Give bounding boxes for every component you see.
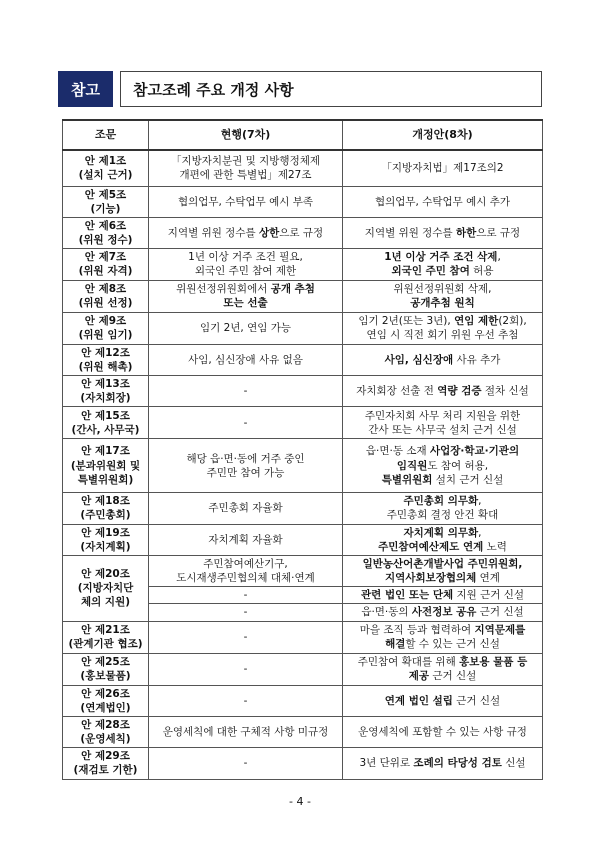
text-segment: 자치회장 선출 전 (356, 384, 438, 397)
bold-text: 지역사회보장협의체 (385, 572, 477, 585)
cell-line (152, 264, 339, 278)
article-line: 안 제8조 (84, 282, 127, 295)
bold-text: 임직원 (396, 459, 428, 472)
cell-line (152, 557, 339, 571)
table-header-row (63, 120, 543, 150)
text-segment: 근거 신설 (476, 606, 524, 619)
cell-line (346, 384, 539, 398)
cell-line (152, 384, 339, 398)
proposed-cell (343, 249, 543, 280)
text-segment: 「지방자치법」제17조의2 (381, 162, 504, 175)
text-segment: - (243, 589, 248, 602)
article-line: (주민총회) (80, 509, 131, 522)
text-segment: - (243, 757, 248, 770)
text-segment: 위원선정위원회 삭제, (393, 282, 492, 295)
current-cell (149, 150, 343, 186)
text-segment: 허용 (469, 265, 494, 278)
text-segment: - (243, 694, 248, 707)
bold-text: 특별위원회 (381, 473, 433, 486)
bold-text: 연임 제한 (454, 314, 499, 327)
current-cell (149, 621, 343, 653)
text-segment: 임기 2년(또는 3년), (358, 314, 455, 327)
article-line: 안 제17조 (81, 445, 130, 458)
cell-line (346, 557, 539, 571)
article-line: (지방자치단 (77, 582, 134, 595)
text-segment: 으로 규정 (279, 226, 324, 239)
cell-line (346, 282, 539, 296)
cell-line (346, 314, 539, 328)
proposed-cell (343, 407, 543, 439)
bold-text: 관련 법인 또는 단체 (361, 589, 454, 602)
section-title: 참고조례 주요 개정 사항 (120, 71, 542, 107)
article-line: 안 제26조 (81, 687, 130, 700)
bold-text: 1년 이상 거주 조건 삭제 (384, 251, 498, 264)
article-cell (63, 186, 149, 217)
text-segment: - (243, 631, 248, 643)
text-segment: 협의업무, 수탁업무 예시 추가 (374, 195, 511, 208)
cell-line (152, 533, 339, 547)
proposed-cell (343, 685, 543, 716)
table-body (63, 150, 543, 779)
table-row (63, 555, 543, 586)
text-segment: 주민참여 확대를 위해 (357, 655, 460, 668)
bold-text: 사임, 심신장애 (384, 353, 454, 366)
text-segment: 외국인 주민 참여 제한 (194, 265, 297, 278)
cell-line (346, 494, 539, 508)
text-segment: 간사 또는 사무국 설치 근거 신설 (368, 423, 517, 436)
cell-line (152, 501, 339, 515)
text-segment: 할 수 있는 근거 신설 (405, 638, 500, 651)
article-line: 안 제29조 (81, 750, 130, 763)
bold-text: 사전정보 공유 (411, 606, 477, 619)
article-cell (63, 150, 149, 186)
text-segment: 3년 단위로 (359, 757, 414, 770)
text-segment: 지역별 위원 정수를 (167, 226, 259, 239)
cell-line (346, 637, 539, 651)
text-segment: (2회), (498, 314, 527, 327)
bold-text: 상한 (258, 226, 280, 239)
table-row (63, 439, 543, 493)
article-cell (63, 555, 149, 621)
article-line: (관계기관 협조) (68, 638, 143, 651)
article-line: 안 제28조 (81, 718, 130, 731)
cell-line (346, 669, 539, 683)
cell-line (152, 725, 339, 739)
proposed-cell (343, 439, 543, 493)
table-row (63, 716, 543, 747)
bold-text: 공개추첨 원칙 (410, 297, 475, 310)
text-segment: 연임 시 직전 회기 위원 우선 추첨 (366, 329, 519, 342)
article-line: 안 제5조 (84, 188, 127, 201)
cell-line (152, 694, 339, 708)
current-cell (149, 375, 343, 406)
cell-line (152, 571, 339, 585)
bold-text: 주민참여예산제도 연계 (378, 540, 484, 553)
proposed-cell (343, 493, 543, 524)
proposed-cell (343, 150, 543, 186)
article-line: 안 제15조 (81, 409, 130, 422)
text-segment: 주민참여예산기구, (203, 557, 288, 570)
cell-line (346, 655, 539, 669)
text-segment: 읍·면·동 소재 (365, 445, 430, 458)
proposed-cell (343, 653, 543, 685)
article-line: (간사, 사무국) (71, 423, 140, 436)
table-row (63, 493, 543, 524)
article-cell (63, 249, 149, 280)
table-row (63, 748, 543, 779)
text-segment: 주민총회 결정 안건 확대 (386, 509, 499, 522)
bold-text: 조례의 타당성 검토 (413, 757, 502, 770)
article-cell (63, 685, 149, 716)
table-row (63, 524, 543, 555)
proposed-cell (343, 217, 543, 248)
article-line: (설치 근거) (78, 169, 133, 182)
cell-line (152, 756, 339, 770)
article-cell (63, 716, 149, 747)
bold-text: 홍보용 물품 등 (459, 655, 528, 668)
article-line: 안 제21조 (81, 623, 130, 636)
article-line: (재검토 기한) (73, 764, 138, 777)
article-cell (63, 217, 149, 248)
text-segment: 노력 (483, 540, 507, 553)
cell-line (346, 353, 539, 367)
article-cell (63, 524, 149, 555)
text-segment: 위원선정위원회에서 (176, 282, 271, 295)
bold-text: 사업장·학교·기관의 (429, 445, 520, 458)
table-row (63, 653, 543, 685)
current-cell (149, 280, 343, 312)
text-segment: - (243, 663, 248, 675)
text-segment: 도시재생주민협의체 대체·연계 (176, 572, 315, 585)
text-segment: 마을 조직 등과 협력하여 (359, 623, 475, 636)
table-row (63, 186, 543, 217)
cell-line (152, 168, 339, 182)
article-line: 안 제12조 (81, 346, 130, 359)
table-row (63, 375, 543, 406)
section-header (58, 71, 542, 107)
text-segment: - (243, 384, 248, 397)
bold-text: 자치계획 의무화 (403, 526, 479, 539)
article-cell (63, 407, 149, 439)
current-cell (149, 524, 343, 555)
bold-text: 일반농산어촌개발사업 주민위원회, (362, 557, 523, 570)
text-segment: 사유 추가 (453, 353, 501, 366)
table-row (63, 312, 543, 344)
text-segment: 지원 근거 신설 (453, 589, 524, 602)
cell-line (152, 466, 339, 480)
text-segment: 운영세칙에 포함할 수 있는 사항 규정 (358, 726, 527, 739)
article-line: 안 제19조 (81, 526, 130, 539)
article-cell (63, 493, 149, 524)
table-row (63, 344, 543, 375)
article-line: (위원 임기) (78, 329, 133, 342)
proposed-cell (343, 604, 543, 621)
cell-line (346, 409, 539, 423)
article-line: (자치계획) (80, 540, 131, 553)
text-segment: 지역별 위원 정수를 (364, 226, 456, 239)
bold-text: 지역문제를 (474, 623, 526, 636)
proposed-cell (343, 555, 543, 586)
text-segment: - (243, 416, 248, 429)
amendment-table (62, 119, 543, 780)
bold-text: 연계 법인 설립 (384, 694, 453, 707)
cell-line (346, 526, 539, 540)
cell-line (346, 161, 539, 175)
text-segment: 근거 신설 (452, 694, 501, 707)
article-cell (63, 312, 149, 344)
current-cell (149, 217, 343, 248)
text-segment: 절차 신설 (481, 384, 529, 397)
text-segment: 으로 규정 (476, 226, 521, 239)
article-line: (홍보물품) (80, 670, 131, 683)
article-line: (위원 자격) (78, 265, 133, 278)
cell-line (152, 630, 339, 644)
table-row (63, 249, 543, 280)
article-line: (기능) (90, 202, 121, 215)
text-segment: 임기 2년, 연임 가능 (199, 321, 292, 334)
article-line: 안 제1조 (84, 155, 127, 168)
cell-line (346, 588, 539, 602)
cell-line (346, 423, 539, 437)
page-number: - 4 - (289, 795, 311, 808)
cell-line (152, 250, 339, 264)
article-line: 안 제18조 (81, 495, 130, 508)
proposed-cell (343, 524, 543, 555)
text-segment: 1년 이상 거주 조건 필요, (188, 251, 303, 264)
text-segment: 연계 (476, 572, 500, 585)
article-line: 안 제9조 (84, 314, 127, 327)
text-segment: 설치 근거 신설 (432, 473, 504, 486)
cell-line (346, 195, 539, 209)
current-cell (149, 407, 343, 439)
cell-line (152, 588, 339, 602)
current-cell (149, 439, 343, 493)
text-segment: 도 참여 허용, (427, 459, 489, 472)
cell-line (346, 250, 539, 264)
table-row (63, 280, 543, 312)
text-segment: 운영세칙에 대한 구체적 사항 미규정 (162, 726, 329, 739)
proposed-cell (343, 621, 543, 653)
proposed-cell (343, 312, 543, 344)
cell-line (152, 662, 339, 676)
bold-text: 하한 (455, 226, 477, 239)
proposed-cell (343, 344, 543, 375)
text-segment: - (243, 606, 248, 619)
cell-line (346, 508, 539, 522)
bold-text: 외국인 주민 참여 (391, 265, 470, 278)
bold-text: 주민총회 의무화 (403, 495, 479, 508)
text-segment: 근거 신설 (429, 670, 477, 683)
cell-line (346, 264, 539, 278)
article-line: 안 제20조 (81, 567, 130, 580)
text-segment: 주민만 참여 가능 (206, 466, 285, 479)
article-line: 안 제7조 (84, 251, 127, 264)
bold-text: 해결 (385, 638, 406, 651)
bold-text: 제공 (408, 670, 430, 683)
article-cell (63, 748, 149, 779)
table-row (63, 150, 543, 186)
current-cell (149, 716, 343, 747)
text-segment: 「지방자치분권 및 지방행정체제 (170, 155, 321, 168)
text-segment: 해당 읍·면·동에 거주 중인 (186, 452, 305, 465)
proposed-cell (343, 748, 543, 779)
cell-line (152, 282, 339, 296)
cell-line (152, 321, 339, 335)
article-cell (63, 375, 149, 406)
text-segment: , (478, 526, 482, 539)
cell-line (346, 296, 539, 310)
current-cell (149, 748, 343, 779)
proposed-cell (343, 186, 543, 217)
reference-tag: 참고 (58, 71, 113, 107)
article-cell (63, 280, 149, 312)
article-cell (63, 621, 149, 653)
current-cell (149, 186, 343, 217)
bold-text: 역량 검증 (437, 384, 482, 397)
table-row (63, 407, 543, 439)
article-cell (63, 653, 149, 685)
article-cell (63, 344, 149, 375)
table-row (63, 685, 543, 716)
column-header-proposed: 개정안(8차) (343, 120, 543, 150)
cell-line (152, 605, 339, 619)
cell-line (346, 694, 539, 708)
text-segment: 사임, 심신장애 사유 없음 (188, 353, 303, 366)
proposed-cell (343, 280, 543, 312)
article-line: (자치회장) (80, 392, 131, 405)
current-cell (149, 604, 343, 621)
column-header-article: 조문 (63, 120, 149, 150)
cell-line (152, 154, 339, 168)
proposed-cell (343, 716, 543, 747)
text-segment: , (497, 251, 501, 264)
current-cell (149, 493, 343, 524)
cell-line (346, 459, 539, 473)
bold-text: 또는 선출 (223, 297, 268, 310)
article-line: (연계법인) (80, 701, 131, 714)
cell-line (346, 473, 539, 487)
cell-line (152, 195, 339, 209)
table-row (63, 217, 543, 248)
text-segment: , (478, 495, 482, 508)
current-cell (149, 249, 343, 280)
proposed-cell (343, 375, 543, 406)
text-segment: 개편에 관한 특별법」제27조 (179, 169, 312, 182)
text-segment: 협의업무, 수탁업무 예시 부족 (177, 195, 314, 208)
article-cell (63, 439, 149, 493)
cell-line (346, 328, 539, 342)
cell-line (152, 416, 339, 430)
current-cell (149, 555, 343, 586)
text-segment: 자치계획 자율화 (208, 533, 283, 546)
current-cell (149, 344, 343, 375)
text-segment: 신설 (501, 757, 526, 770)
cell-line (346, 725, 539, 739)
current-cell (149, 653, 343, 685)
cell-line (346, 540, 539, 554)
cell-line (152, 353, 339, 367)
cell-line (346, 226, 539, 240)
article-line: 안 제13조 (81, 377, 130, 390)
article-line: 체의 지원) (80, 596, 131, 609)
current-cell (149, 312, 343, 344)
bold-text: 공개 추첨 (270, 282, 315, 295)
cell-line (346, 444, 539, 458)
cell-line (346, 571, 539, 585)
table-row (63, 621, 543, 653)
text-segment: 주민자치회 사무 처리 지원을 위한 (364, 409, 521, 422)
article-line: 안 제25조 (81, 655, 130, 668)
current-cell (149, 685, 343, 716)
article-line: (운영세칙) (80, 733, 131, 746)
cell-line (152, 226, 339, 240)
article-line: (위원 정수) (78, 234, 133, 247)
article-line: (위원 선정) (78, 297, 133, 310)
column-header-current: 현행(7차) (149, 120, 343, 150)
cell-line (346, 756, 539, 770)
current-cell (149, 587, 343, 604)
article-line: 특별위원회) (77, 473, 134, 486)
text-segment: 주민총회 자율화 (208, 502, 283, 515)
text-segment: 읍·면·동의 (361, 606, 412, 619)
cell-line (346, 605, 539, 619)
article-line: (위원 해촉) (78, 360, 133, 373)
article-line: 안 제6조 (84, 219, 127, 232)
proposed-cell (343, 587, 543, 604)
cell-line (346, 623, 539, 637)
cell-line (152, 452, 339, 466)
article-line: (분과위원회 및 (70, 459, 141, 472)
cell-line (152, 296, 339, 310)
